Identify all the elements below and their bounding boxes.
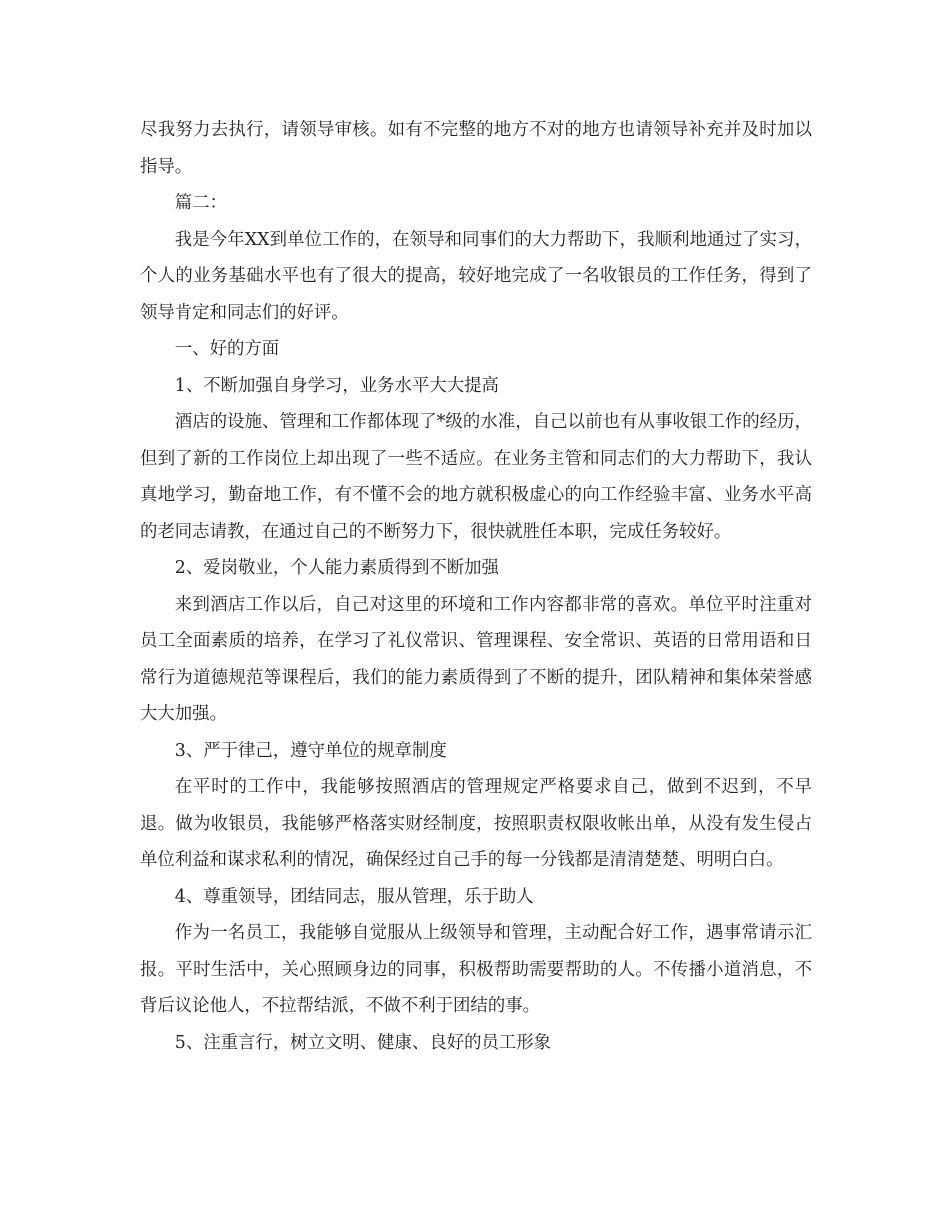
paragraph-2: 来到酒店工作以后，自己对这里的环境和工作内容都非常的喜欢。单位平时注重对员工全面素质的培养，在学习了礼仪常识、管理课程、安全常识、英语的日常用语和日常行为道德规范等课程后，我们的能力素质得到了不断的提升，团队精神和集体荣誉感大大加强。	[140, 594, 812, 724]
subheading-4: 4、尊重领导，团结同志，服从管理，乐于助人	[174, 886, 534, 907]
subheading-2: 2、爱岗敬业，个人能力素质得到不断加强	[174, 558, 499, 578]
paragraph-intro: 我是今年XX到单位工作的，在领导和同事们的大力帮助下，我顺利地通过了实习，个人的业务基础水平也有了很大的提高，较好地完成了一名收银员的工作任务，得到了领导肯定和同志们的好评。	[140, 229, 812, 323]
paragraph-continuation: 尽我努力去执行，请领导审核。如有不完整的地方不对的地方也请领导补充并及时加以指导。	[140, 120, 812, 177]
subheading-3: 3、严于律己，遵守单位的规章制度	[174, 740, 447, 761]
paragraph-4: 作为一名员工，我能够自觉服从上级领导和管理，主动配合好工作，遇事常请示汇报。平时生活中，关心照顾身边的同事，积极帮助需要帮助的人。不传播小道消息，不背后议论他人，不拉帮结派，不做不利于团结的事。	[140, 923, 812, 1016]
section-heading-part-two: 篇二：	[174, 193, 227, 213]
paragraph-1: 酒店的设施、管理和工作都体现了*级的水准，自己以前也有从事收银工作的经历，但到了新的工作岗位上却出现了一些不适应。在业务主管和同志们的大力帮助下，我认真地学习，勤奋地工作，有不懂不会的地方就积极虚心的向工作经验丰富、业务水平高的老同志请教，在通过自己的不断努力下，很快就胜任本职，完成任务较好。	[140, 412, 812, 542]
subheading-1: 1、不断加强自身学习，业务水平大大提高	[174, 375, 499, 396]
document-body	[140, 112, 812, 1061]
subheading-5: 5、注重言行，树立文明、健康、良好的员工形象	[174, 1032, 552, 1053]
paragraph-3: 在平时的工作中，我能够按照酒店的管理规定严格要求自己，做到不迟到，不早退。做为收银员，我能够严格落实财经制度，按照职责权限收帐出单，从没有发生侵占单位利益和谋求私利的情况，确保经过自己手的每一分钱都是清清楚楚、明明白白。	[140, 777, 812, 870]
heading-good-aspects: 一、好的方面	[174, 339, 280, 359]
